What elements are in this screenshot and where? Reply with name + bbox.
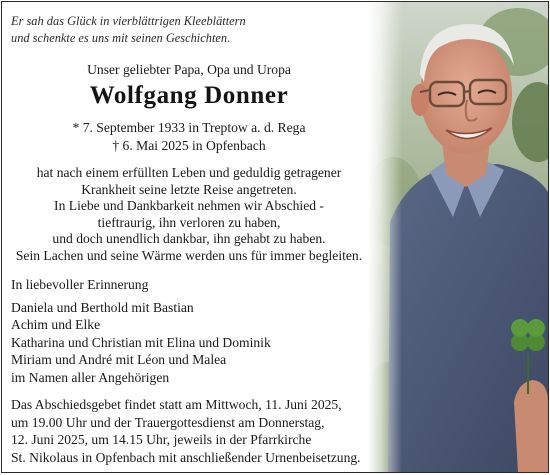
service-line: Das Abschiedsgebet findet statt am Mittwoch, 11. Juni 2025,	[11, 397, 342, 412]
family-line: Miriam und André mit Léon und Malea	[11, 352, 227, 368]
obituary-notice	[1, 1, 549, 473]
family-line: im Namen aller Angehörigen	[11, 369, 170, 385]
farewell-line: hat nach einem erfüllten Leben und geduldig getragener	[36, 165, 342, 180]
service-details	[11, 396, 371, 466]
memory-heading: In liebevoller Erinnerung	[11, 277, 149, 292]
motto-line: und schenkte es uns mit seinen Geschichten.	[11, 31, 231, 45]
farewell-line: tieftraurig, ihn verloren zu haben,	[97, 214, 281, 230]
farewell-line: In Liebe und Dankbarkeit nehmen wir Abschied -	[54, 198, 324, 214]
farewell-line: und doch unendlich dankbar, ihn gehabt zu haben.	[52, 231, 326, 247]
motto-line: Er sah das Glück in vierblättrigen Kleeblättern	[11, 14, 246, 28]
farewell-line: Krankheit seine letzte Reise angetreten.	[81, 181, 297, 197]
death-line: † 6. Mai 2025 in Opfenbach	[112, 138, 266, 153]
portrait-photo	[368, 2, 548, 472]
family-line: Daniela und Berthold mit Bastian	[11, 300, 194, 315]
family-list	[11, 299, 371, 386]
service-line: St. Nikolaus in Opfenbach mit anschließender Urnenbeisetzung.	[11, 449, 361, 465]
farewell-text	[4, 165, 374, 265]
deceased-name: Wolfgang Donner	[89, 82, 289, 109]
birth-line: * 7. September 1933 in Treptow a. d. Rega	[72, 120, 306, 135]
family-line: Achim und Elke	[11, 317, 101, 333]
service-line: 12. Juni 2025, um 14.15 Uhr, jeweils in der Pfarrkirche	[11, 432, 312, 448]
motto	[11, 13, 311, 47]
farewell-line: Sein Lachen und seine Wärme werden uns für immer begleiten.	[15, 247, 363, 263]
service-line: um 19.00 Uhr und der Trauergottesdienst am Donnerstag,	[11, 414, 325, 430]
intro-line: Unser geliebter Papa, Opa und Uropa	[87, 62, 291, 77]
family-line: Katharina und Christian mit Elina und Dominik	[11, 334, 271, 350]
